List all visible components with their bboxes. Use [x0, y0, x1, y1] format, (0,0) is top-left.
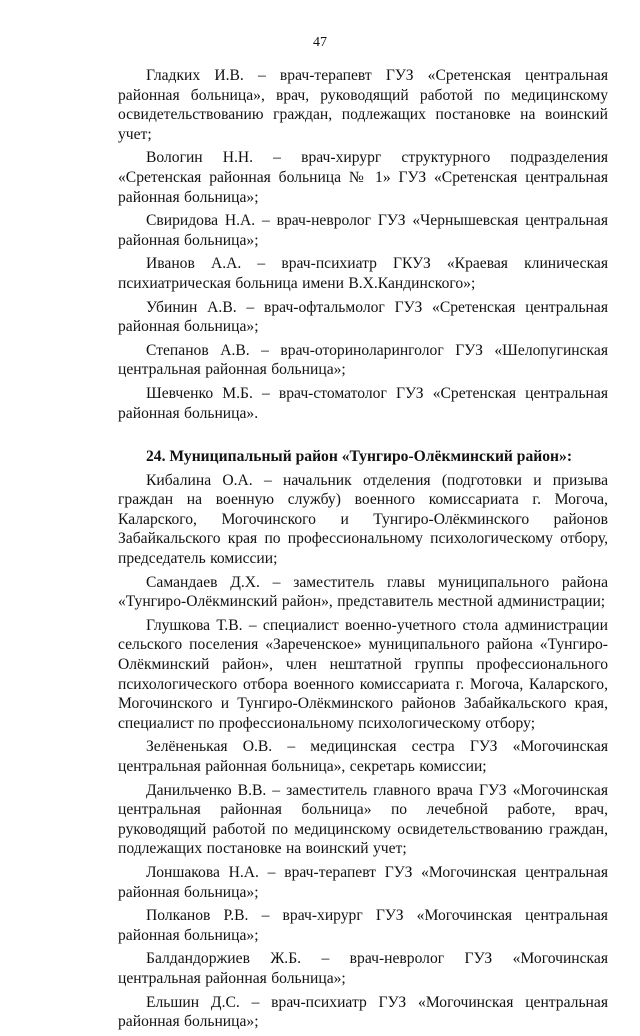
document-body: [118, 66, 608, 1036]
commission-member-entry: Свиридова Н.А. – врач-невролог ГУЗ «Чернышевская центральная районная больница»;: [118, 212, 608, 249]
commission-member-entry: Зелёненькая О.В. – медицинская сестра ГУЗ «Могочинская центральная районная больница», секретарь комиссии;: [118, 738, 608, 775]
commission-member-entry: Убинин А.В. – врач-офтальмолог ГУЗ «Сретенская центральная районная больница»;: [118, 298, 608, 336]
commission-member-entry: Степанов А.В. – врач-оториноларинголог ГУЗ «Шелопугинская центральная районная больница»;: [118, 341, 608, 379]
commission-member-entry: Глушкова Т.В. – специалист военно-учетного стола администрации сельского поселения «Зареченское» муниципального района «Тунгиро-Олёкминский район», член нештатной группы профессионального психологического отбора военного комиссариата г. Могоча, Каларского, Могочинского и Тунгиро-Олёкминского районов Забайкальского края, специалист по профессиональному психологическому отбору;: [118, 616, 608, 732]
commission-member-entry: Лоншакова Н.А. – врач-терапевт ГУЗ «Могочинская центральная районная больница»;: [118, 863, 608, 901]
page-number: 47: [313, 35, 327, 50]
commission-member-entry: Данильченко В.В. – заместитель главного врача ГУЗ «Могочинская центральная районная больница» по лечебной работе, врач, руководящий работой по медицинскому освидетельствованию граждан, подлежащих постановке на воинский учет;: [118, 781, 608, 858]
commission-member-entry: Кибалина О.А. – начальник отделения (подготовки и призыва граждан на военную службу) военного комиссариата г. Могоча, Каларского, Могочинского и Тунгиро-Олёкминского районов Забайкальского края по профессиональному психологическому отбору, председатель комиссии;: [118, 471, 608, 568]
section-heading: 24. Муниципальный район «Тунгиро-Олёкминский район»:: [146, 448, 573, 466]
commission-member-entry: Самандаев Д.Х. – заместитель главы муниципального района «Тунгиро-Олёкминский район», представитель местной администрации;: [118, 573, 608, 611]
commission-member-entry: Иванов А.А. – врач-психиатр ГКУЗ «Краевая клиническая психиатрическая больница имени В.Х.Кандинского»;: [118, 255, 608, 292]
commission-member-entry: Гладких И.В. – врач-терапевт ГУЗ «Сретенская центральная районная больница», врач, руководящий работой по медицинскому освидетельствованию граждан, подлежащих постановке на воинский учет;: [118, 67, 608, 143]
commission-member-entry: Вологин Н.Н. – врач-хирург структурного подразделения «Сретенская районная больница № 1» ГУЗ «Сретенская центральная районная больница»;: [118, 149, 608, 206]
commission-member-entry: Балдандоржиев Ж.Б. – врач-невролог ГУЗ «Могочинская центральная районная больница»;: [118, 950, 608, 987]
commission-member-entry: Шевченко М.Б. – врач-стоматолог ГУЗ «Сретенская центральная районная больница».: [118, 384, 608, 422]
commission-member-entry: Полканов Р.В. – врач-хирург ГУЗ «Могочинская центральная районная больница»;: [118, 907, 608, 944]
commission-member-entry: Ельшин Д.С. – врач-психиатр ГУЗ «Могочинская центральная районная больница»;: [118, 993, 608, 1031]
